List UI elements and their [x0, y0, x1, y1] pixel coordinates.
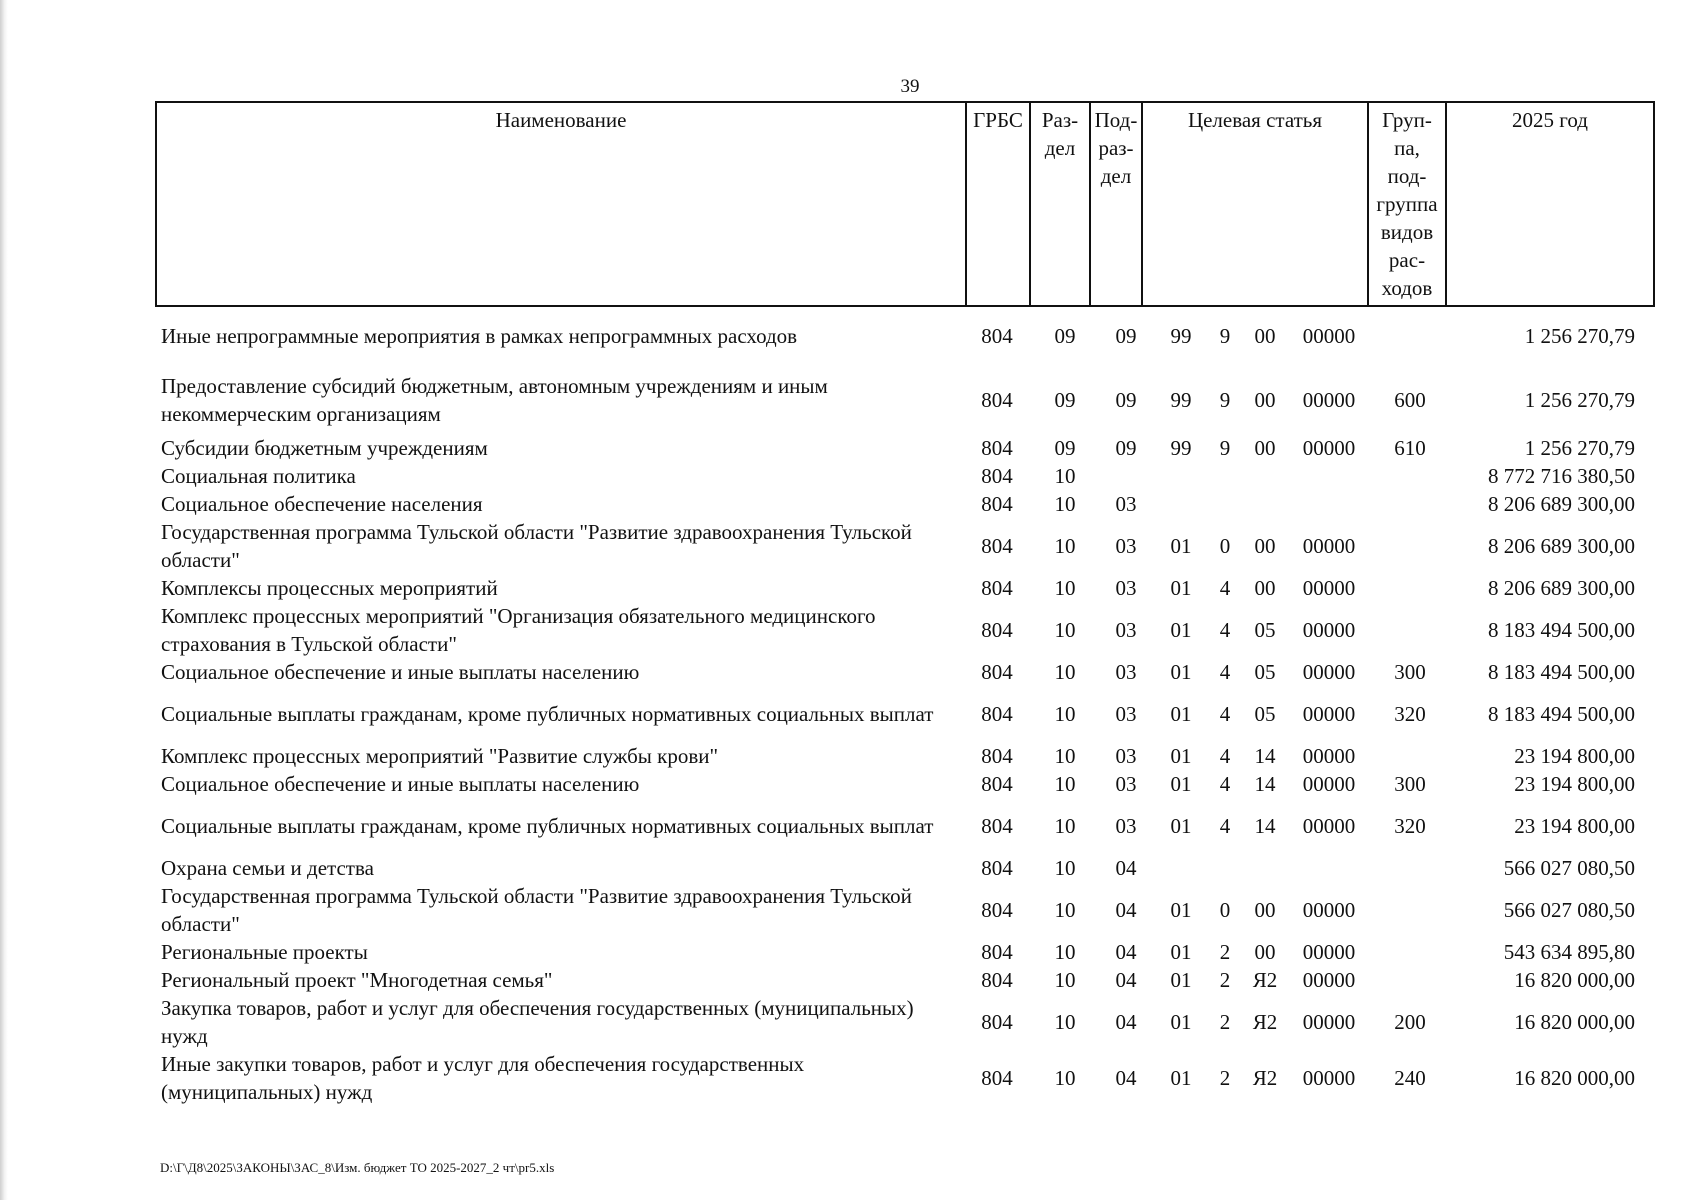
- cell-target-direction: 00: [1254, 534, 1276, 558]
- cell-target-program: 99: [1170, 436, 1192, 460]
- cell-target-program: 01: [1170, 702, 1192, 726]
- cell-razdel: 10: [1054, 464, 1076, 488]
- cell-name: Комплексы процессных мероприятий: [161, 576, 498, 600]
- cell-razdel: 10: [1054, 1010, 1076, 1034]
- cell-name: Социальные выплаты гражданам, кроме публичных нормативных социальных выплат: [161, 814, 934, 838]
- header-name-label: Наименование: [495, 108, 627, 132]
- cell-target-program: 01: [1170, 814, 1192, 838]
- cell-target-code: 00000: [1302, 968, 1356, 992]
- cell-target-type: 4: [1219, 814, 1231, 838]
- cell-podrazdel: 04: [1115, 968, 1137, 992]
- cell-target-program: 01: [1170, 772, 1192, 796]
- cell-target-code: 00000: [1302, 772, 1356, 796]
- cell-target-type: 4: [1219, 618, 1231, 642]
- table-row: [155, 854, 1645, 882]
- cell-grbs: 804: [981, 1066, 1013, 1090]
- cell-name: Охрана семьи и детства: [161, 856, 374, 880]
- cell-target-direction: Я2: [1252, 1010, 1278, 1034]
- cell-grbs: 804: [981, 772, 1013, 796]
- cell-razdel: 10: [1054, 702, 1076, 726]
- cell-grbs: 804: [981, 968, 1013, 992]
- cell-podrazdel: 03: [1115, 772, 1137, 796]
- cell-amount-2025: 8 772 716 380,50: [1488, 464, 1635, 488]
- cell-amount-2025: 1 256 270,79: [1524, 388, 1635, 412]
- table-header: [155, 101, 1655, 307]
- cell-target-code: 00000: [1302, 388, 1356, 412]
- cell-razdel: 10: [1054, 814, 1076, 838]
- header-group-label: Груп- па, под- группа видов рас- ходов: [1376, 108, 1438, 300]
- cell-amount-2025: 8 183 494 500,00: [1488, 702, 1635, 726]
- header-grbs: [966, 102, 1030, 306]
- cell-amount-2025: 8 183 494 500,00: [1488, 660, 1635, 684]
- cell-podrazdel: 04: [1115, 898, 1137, 922]
- table-row: [155, 798, 1645, 854]
- cell-amount-2025: 23 194 800,00: [1514, 814, 1635, 838]
- cell-target-code: 00000: [1302, 324, 1356, 348]
- cell-target-code: 00000: [1302, 534, 1356, 558]
- table-row: [155, 770, 1645, 798]
- cell-razdel: 09: [1054, 388, 1076, 412]
- cell-target-direction: 00: [1254, 436, 1276, 460]
- cell-target-type: 4: [1219, 702, 1231, 726]
- table-row: [155, 966, 1645, 994]
- cell-amount-2025: 566 027 080,50: [1503, 898, 1635, 922]
- cell-name: Предоставление субсидий бюджетным, автономным учреждениям и иным некоммерческим организациям: [161, 374, 828, 426]
- cell-grbs: 804: [981, 856, 1013, 880]
- cell-podrazdel: 04: [1115, 1066, 1137, 1090]
- cell-name: Социальные выплаты гражданам, кроме публичных нормативных социальных выплат: [161, 702, 934, 726]
- table-row: [155, 686, 1645, 742]
- cell-grbs: 804: [981, 388, 1013, 412]
- cell-target-type: 0: [1219, 534, 1231, 558]
- cell-podrazdel: 03: [1115, 618, 1137, 642]
- cell-target-type: 0: [1219, 898, 1231, 922]
- cell-razdel: 10: [1054, 576, 1076, 600]
- cell-target-code: 00000: [1302, 436, 1356, 460]
- cell-target-program: 01: [1170, 576, 1192, 600]
- cell-expense-group: 240: [1394, 1066, 1426, 1090]
- cell-amount-2025: 23 194 800,00: [1514, 744, 1635, 768]
- cell-name: Социальная политика: [161, 464, 356, 488]
- cell-target-type: 2: [1219, 940, 1231, 964]
- header-name: [156, 102, 966, 306]
- cell-target-code: 00000: [1302, 744, 1356, 768]
- cell-grbs: 804: [981, 464, 1013, 488]
- cell-target-program: 99: [1170, 388, 1192, 412]
- header-target: [1142, 102, 1368, 306]
- cell-target-program: 01: [1170, 534, 1192, 558]
- cell-name: Иные закупки товаров, работ и услуг для обеспечения государственных (муниципальных) нужд: [161, 1052, 805, 1104]
- cell-amount-2025: 566 027 080,50: [1503, 856, 1635, 880]
- cell-target-type: 4: [1219, 660, 1231, 684]
- cell-razdel: 10: [1054, 744, 1076, 768]
- page-number: 39: [900, 76, 920, 97]
- scan-edge: [0, 0, 8, 1200]
- cell-razdel: 10: [1054, 968, 1076, 992]
- cell-grbs: 804: [981, 1010, 1013, 1034]
- cell-target-type: 9: [1219, 436, 1231, 460]
- cell-razdel: 09: [1054, 324, 1076, 348]
- cell-razdel: 09: [1054, 436, 1076, 460]
- header-group: [1368, 102, 1446, 306]
- table-row: [155, 322, 1645, 350]
- table-row: [155, 658, 1645, 686]
- cell-razdel: 10: [1054, 898, 1076, 922]
- cell-grbs: 804: [981, 436, 1013, 460]
- cell-target-program: 99: [1170, 324, 1192, 348]
- table-row: [155, 372, 1645, 428]
- cell-grbs: 804: [981, 576, 1013, 600]
- cell-amount-2025: 1 256 270,79: [1524, 436, 1635, 460]
- cell-podrazdel: 03: [1115, 492, 1137, 516]
- cell-name: Закупка товаров, работ и услуг для обеспечения государственных (муниципальных) нужд: [161, 996, 914, 1048]
- cell-target-code: 00000: [1302, 814, 1356, 838]
- cell-expense-group: 320: [1394, 814, 1426, 838]
- cell-target-program: 01: [1170, 968, 1192, 992]
- cell-razdel: 10: [1054, 618, 1076, 642]
- cell-target-program: 01: [1170, 1066, 1192, 1090]
- cell-target-code: 00000: [1302, 1010, 1356, 1034]
- header-target-label: Целевая статья: [1187, 108, 1323, 132]
- cell-target-type: 2: [1219, 1066, 1231, 1090]
- cell-podrazdel: 04: [1115, 940, 1137, 964]
- cell-target-direction: 14: [1254, 772, 1276, 796]
- header-podrazdel-label: Под- раз- дел: [1094, 108, 1138, 188]
- table-row: [155, 490, 1645, 518]
- cell-target-code: 00000: [1302, 898, 1356, 922]
- cell-amount-2025: 23 194 800,00: [1514, 772, 1635, 796]
- header-year-label: 2025 год: [1512, 108, 1588, 132]
- cell-target-program: 01: [1170, 618, 1192, 642]
- table-row: [155, 518, 1645, 574]
- cell-grbs: 804: [981, 898, 1013, 922]
- cell-razdel: 10: [1054, 856, 1076, 880]
- cell-razdel: 10: [1054, 1066, 1076, 1090]
- table-row: [155, 938, 1645, 966]
- cell-razdel: 10: [1054, 940, 1076, 964]
- table-row: [155, 742, 1645, 770]
- header-grbs-label: ГРБС: [973, 108, 1023, 132]
- cell-target-direction: 00: [1254, 940, 1276, 964]
- cell-name: Государственная программа Тульской области "Развитие здравоохранения Тульской области": [161, 520, 912, 572]
- cell-grbs: 804: [981, 702, 1013, 726]
- cell-target-program: 01: [1170, 660, 1192, 684]
- cell-grbs: 804: [981, 744, 1013, 768]
- cell-target-direction: 14: [1254, 744, 1276, 768]
- header-year: [1446, 102, 1654, 306]
- cell-target-direction: 05: [1254, 618, 1276, 642]
- cell-target-program: 01: [1170, 744, 1192, 768]
- cell-grbs: 804: [981, 618, 1013, 642]
- table-row: [155, 602, 1645, 658]
- cell-expense-group: 200: [1394, 1010, 1426, 1034]
- table-row: [155, 882, 1645, 938]
- cell-amount-2025: 8 206 689 300,00: [1488, 576, 1635, 600]
- table-row: [155, 574, 1645, 602]
- cell-expense-group: 610: [1394, 436, 1426, 460]
- cell-target-code: 00000: [1302, 702, 1356, 726]
- table-row: [155, 994, 1645, 1050]
- cell-target-type: 4: [1219, 576, 1231, 600]
- table-row: [155, 462, 1645, 490]
- cell-target-program: 01: [1170, 898, 1192, 922]
- cell-amount-2025: 8 183 494 500,00: [1488, 618, 1635, 642]
- cell-expense-group: 300: [1394, 660, 1426, 684]
- cell-expense-group: 600: [1394, 388, 1426, 412]
- cell-podrazdel: 09: [1115, 324, 1137, 348]
- cell-grbs: 804: [981, 660, 1013, 684]
- cell-grbs: 804: [981, 492, 1013, 516]
- cell-target-type: 2: [1219, 968, 1231, 992]
- cell-grbs: 804: [981, 940, 1013, 964]
- cell-razdel: 10: [1054, 492, 1076, 516]
- cell-target-direction: 00: [1254, 898, 1276, 922]
- cell-target-direction: 00: [1254, 324, 1276, 348]
- cell-podrazdel: 04: [1115, 1010, 1137, 1034]
- cell-target-program: 01: [1170, 1010, 1192, 1034]
- cell-amount-2025: 16 820 000,00: [1514, 1066, 1635, 1090]
- cell-target-direction: 05: [1254, 660, 1276, 684]
- cell-amount-2025: 8 206 689 300,00: [1488, 492, 1635, 516]
- cell-podrazdel: 03: [1115, 660, 1137, 684]
- cell-podrazdel: 09: [1115, 436, 1137, 460]
- cell-target-code: 00000: [1302, 940, 1356, 964]
- header-razdel-label: Раз- дел: [1041, 108, 1079, 160]
- cell-podrazdel: 04: [1115, 856, 1137, 880]
- cell-name: Социальное обеспечение и иные выплаты населению: [161, 772, 640, 796]
- cell-grbs: 804: [981, 324, 1013, 348]
- cell-expense-group: 320: [1394, 702, 1426, 726]
- cell-target-code: 00000: [1302, 1066, 1356, 1090]
- table-row: [155, 1050, 1645, 1106]
- cell-razdel: 10: [1054, 660, 1076, 684]
- cell-amount-2025: 8 206 689 300,00: [1488, 534, 1635, 558]
- footer-file-path: D:\Г\Д8\2025\ЗАКОНЫ\ЗАС_8\Изм. бюджет ТО 2025-2027_2 чт\pr5.xls: [160, 1160, 555, 1175]
- cell-amount-2025: 16 820 000,00: [1514, 1010, 1635, 1034]
- header-podrazdel: [1090, 102, 1142, 306]
- cell-grbs: 804: [981, 534, 1013, 558]
- cell-target-type: 9: [1219, 388, 1231, 412]
- cell-target-direction: Я2: [1252, 1066, 1278, 1090]
- cell-name: Социальное обеспечение и иные выплаты населению: [161, 660, 640, 684]
- cell-name: Региональные проекты: [161, 940, 368, 964]
- cell-podrazdel: 03: [1115, 744, 1137, 768]
- cell-name: Региональный проект "Многодетная семья": [161, 968, 553, 992]
- cell-target-direction: 00: [1254, 576, 1276, 600]
- cell-target-type: 2: [1219, 1010, 1231, 1034]
- cell-podrazdel: 03: [1115, 534, 1137, 558]
- cell-razdel: 10: [1054, 534, 1076, 558]
- cell-name: Иные непрограммные мероприятия в рамках непрограммных расходов: [161, 324, 798, 348]
- cell-target-code: 00000: [1302, 618, 1356, 642]
- cell-name: Государственная программа Тульской области "Развитие здравоохранения Тульской области": [161, 884, 912, 936]
- cell-grbs: 804: [981, 814, 1013, 838]
- cell-amount-2025: 1 256 270,79: [1524, 324, 1635, 348]
- cell-name: Субсидии бюджетным учреждениям: [161, 436, 488, 460]
- cell-name: Комплекс процессных мероприятий "Развитие службы крови": [161, 744, 719, 768]
- cell-target-type: 9: [1219, 324, 1231, 348]
- cell-target-direction: 05: [1254, 702, 1276, 726]
- table-row: [155, 434, 1645, 462]
- cell-podrazdel: 03: [1115, 702, 1137, 726]
- cell-target-direction: Я2: [1252, 968, 1278, 992]
- cell-target-type: 4: [1219, 772, 1231, 796]
- cell-target-program: 01: [1170, 940, 1192, 964]
- cell-target-direction: 14: [1254, 814, 1276, 838]
- cell-target-type: 4: [1219, 744, 1231, 768]
- cell-expense-group: 300: [1394, 772, 1426, 796]
- cell-name: Социальное обеспечение населения: [161, 492, 483, 516]
- cell-amount-2025: 16 820 000,00: [1514, 968, 1635, 992]
- cell-razdel: 10: [1054, 772, 1076, 796]
- cell-podrazdel: 03: [1115, 576, 1137, 600]
- cell-podrazdel: 09: [1115, 388, 1137, 412]
- cell-podrazdel: 03: [1115, 814, 1137, 838]
- cell-amount-2025: 543 634 895,80: [1503, 940, 1635, 964]
- header-razdel: [1030, 102, 1090, 306]
- cell-target-direction: 00: [1254, 388, 1276, 412]
- cell-target-code: 00000: [1302, 576, 1356, 600]
- cell-target-code: 00000: [1302, 660, 1356, 684]
- cell-name: Комплекс процессных мероприятий "Организация обязательного медицинского страхования в Тульской области": [161, 604, 876, 656]
